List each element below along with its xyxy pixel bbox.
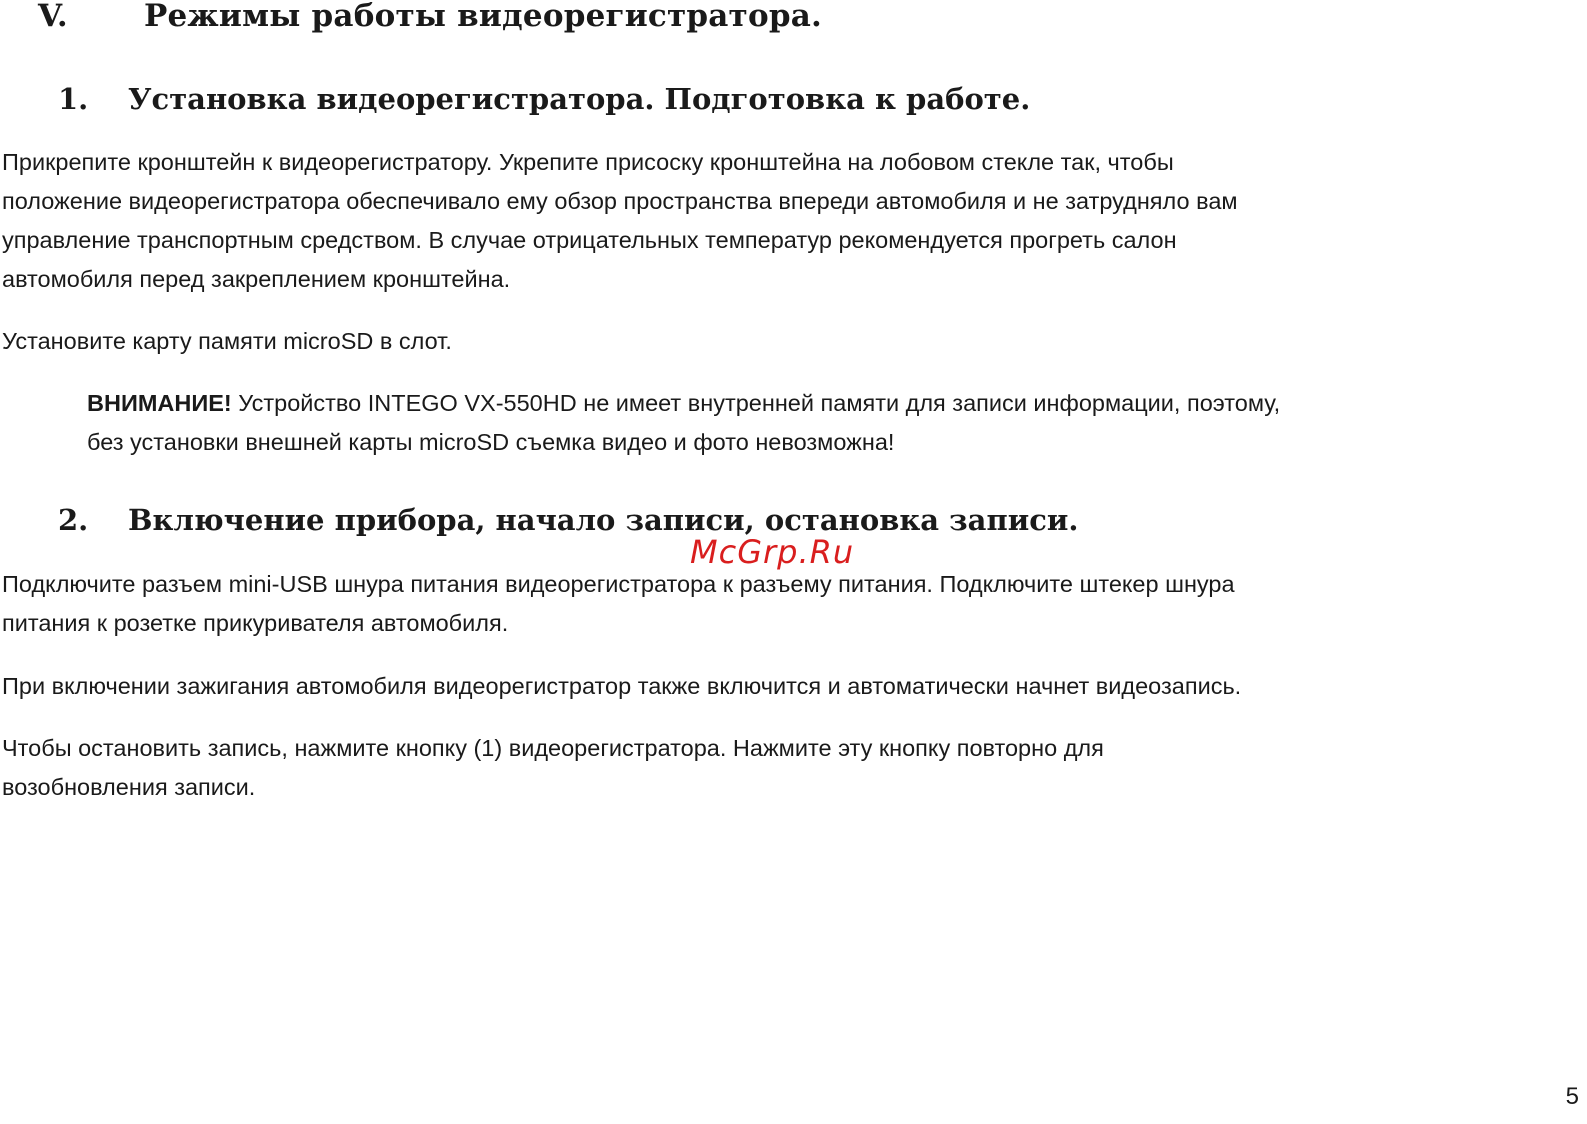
paragraph-line: автомобиля перед закреплением кронштейна.	[2, 266, 511, 292]
mounting-paragraph	[2, 143, 1562, 299]
warning-note	[87, 384, 1567, 462]
stop-recording-paragraph	[2, 729, 1562, 807]
warning-text: Устройство INTEGO VX-550HD не имеет внутренней памяти для записи информации, поэтому,	[231, 390, 1281, 416]
paragraph-line: Установите карту памяти microSD в слот.	[2, 328, 452, 354]
section-title	[38, 0, 822, 36]
paragraph-line: Прикрепите кронштейн к видеорегистратору. Укрепите присоску кронштейна на лобовом стекле так, чтобы	[2, 149, 1174, 175]
subsection-2-title-text: Включение прибора, начало записи, остановка записи.	[128, 503, 1079, 537]
warning-line-1	[87, 384, 1567, 423]
warning-label: ВНИМАНИЕ!	[87, 390, 232, 416]
subsection-2-number: 2.	[58, 503, 89, 537]
watermark: McGrp.Ru	[690, 533, 855, 571]
ignition-paragraph	[2, 667, 1562, 706]
section-number: V.	[38, 0, 68, 34]
page-number: 5	[1565, 1083, 1579, 1110]
paragraph-line: управление транспортным средством. В случае отрицательных температур рекомендуется прогреть салон	[2, 227, 1177, 253]
paragraph-line: При включении зажигания автомобиля видеорегистратор также включится и автоматически начнет видеозапись.	[2, 673, 1242, 699]
memory-card-paragraph	[2, 322, 1562, 361]
power-connection-paragraph	[2, 565, 1562, 643]
warning-line-2: без установки внешней карты microSD съемка видео и фото невозможна!	[87, 429, 895, 455]
subsection-2-title	[58, 501, 1078, 539]
paragraph-line: положение видеорегистратора обеспечивало ему обзор пространства впереди автомобиля и не затрудняло вам	[2, 188, 1238, 214]
subsection-1-title	[58, 80, 1030, 118]
paragraph-line: питания к розетке прикуривателя автомобиля.	[2, 610, 509, 636]
subsection-1-title-text: Установка видеорегистратора. Подготовка к работе.	[128, 82, 1031, 116]
paragraph-line: Чтобы остановить запись, нажмите кнопку (1) видеорегистратора. Нажмите эту кнопку повторно для	[2, 735, 1104, 761]
paragraph-line: Подключите разъем mini-USB шнура питания видеорегистратора к разъему питания. Подключите штекер шнура	[2, 571, 1235, 597]
section-title-text: Режимы работы видеорегистратора.	[144, 0, 822, 34]
paragraph-line: возобновления записи.	[2, 774, 256, 800]
subsection-1-number: 1.	[58, 82, 89, 116]
